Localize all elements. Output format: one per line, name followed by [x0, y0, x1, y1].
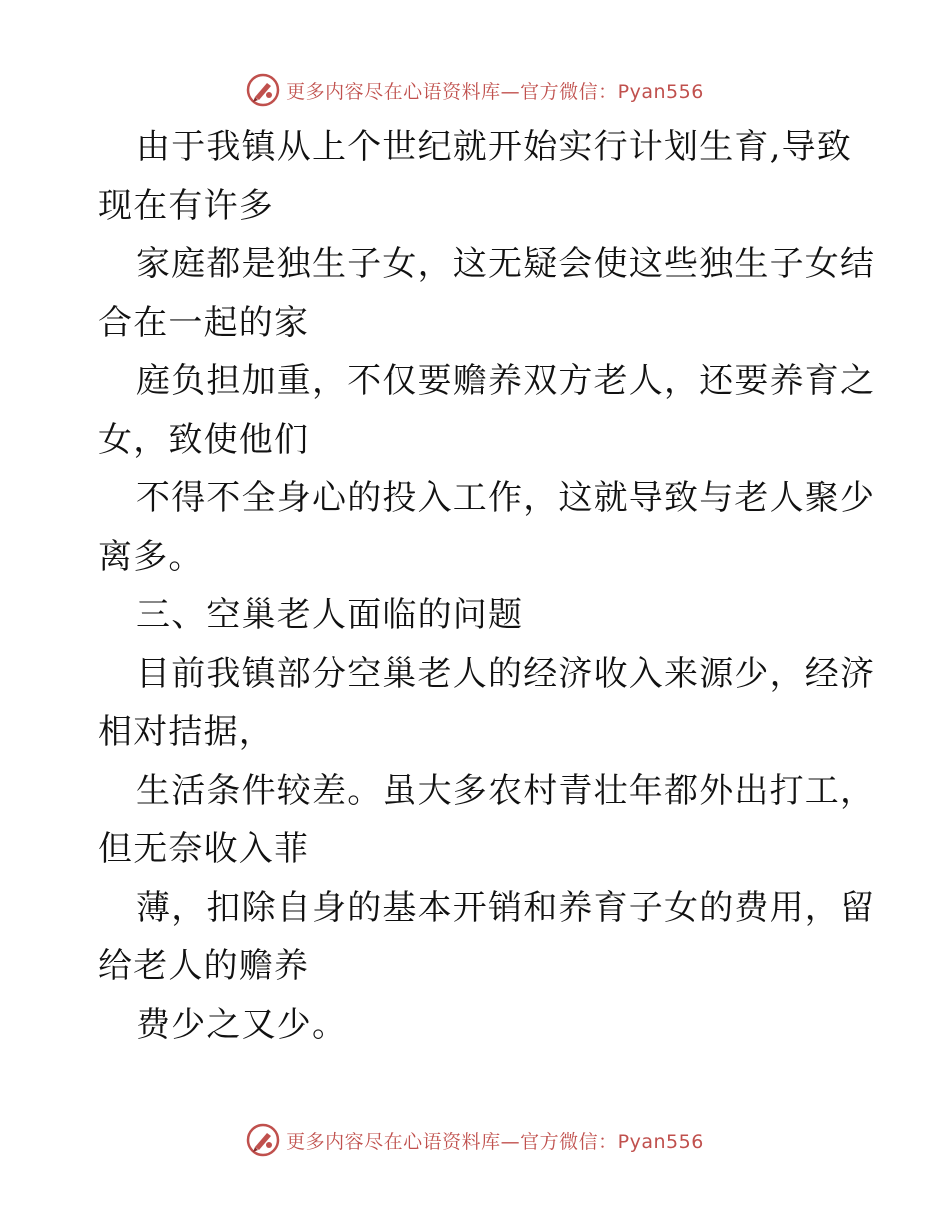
paragraph-line: 合在一起的家 [98, 302, 310, 343]
document-body [98, 118, 876, 1054]
paragraph-line: 薄，扣除自身的基本开销和养育子女的费用，留 [136, 887, 876, 928]
paragraph-line: 但无奈收入菲 [98, 829, 310, 869]
footer-banner-inner [246, 1123, 704, 1157]
paragraph-line: 离多。 [98, 536, 204, 577]
paragraph-line: 现在有许多 [98, 185, 274, 226]
paragraph-line: 给老人的赡养 [98, 946, 310, 986]
paragraph-line: 女，致使他们 [98, 419, 310, 460]
paragraph-line: 费少之又少。 [136, 1004, 348, 1045]
paragraph-line: 目前我镇部分空巢老人的经济收入来源少，经济 [136, 653, 876, 694]
paragraph-line: 相对拮据， [98, 712, 274, 752]
logo-icon [246, 73, 280, 107]
paragraph-line: 不得不全身心的投入工作，这就导致与老人聚少 [136, 478, 876, 518]
paragraph-line: 生活条件较差。虽大多农村青壮年都外出打工， [136, 770, 876, 811]
paragraph-line: 由于我镇从上个世纪就开始实行计划生育,导致 [136, 127, 853, 167]
section-heading: 三、空巢老人面临的问题 [136, 595, 524, 635]
header-banner-text: 更多内容尽在心语资料库—官方微信：Pyan556 [286, 80, 704, 103]
paragraph-line: 庭负担加重，不仅要赡养双方老人，还要养育之 [136, 361, 876, 401]
footer-banner-text: 更多内容尽在心语资料库—官方微信：Pyan556 [286, 1130, 704, 1153]
header-banner-inner [246, 73, 704, 107]
paragraph-line: 家庭都是独生子女，这无疑会使这些独生子女结 [136, 244, 876, 284]
footer-banner [0, 1120, 950, 1160]
header-banner [0, 70, 950, 110]
logo-icon [246, 1123, 280, 1157]
